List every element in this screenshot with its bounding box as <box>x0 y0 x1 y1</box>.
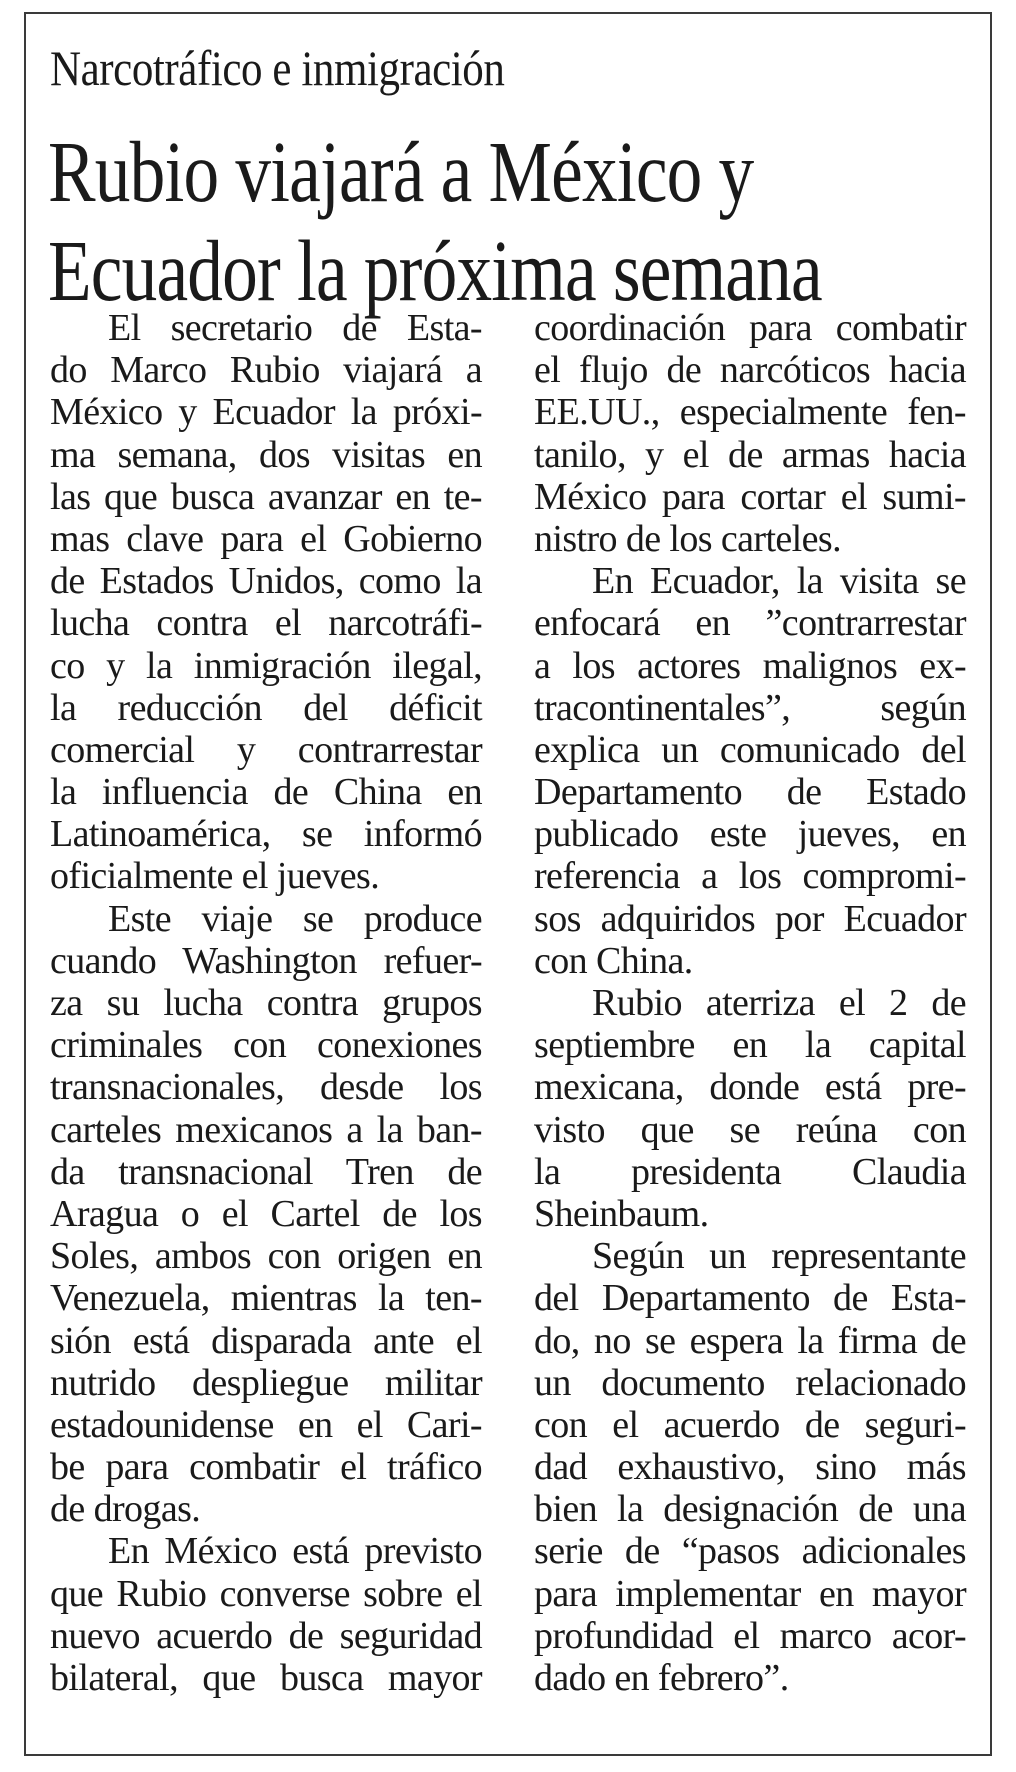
text-line: do, no se espera la firma de <box>534 1319 966 1362</box>
text-line: la influencia de China en <box>50 771 482 814</box>
text-line: de drogas. <box>50 1488 201 1531</box>
text-line: coordinación para combatir <box>534 307 966 349</box>
text-line: carteles mexicanos a la ban- <box>50 1108 482 1151</box>
headline-line: Rubio viajará a México y <box>48 123 754 220</box>
text-line: El secretario de Esta- <box>108 307 482 349</box>
text-line: co y la inmigración ilegal, <box>50 644 482 687</box>
text-line: bilateral, que busca mayor <box>50 1657 482 1699</box>
text-line: Venezuela, mientras la ten- <box>50 1277 482 1320</box>
article-body <box>50 307 970 1737</box>
article-headline <box>48 122 901 320</box>
text-line: En Ecuador, la visita se <box>592 560 966 603</box>
article-column-left <box>50 307 482 1699</box>
article-paragraph <box>534 307 966 560</box>
text-line: Aragua o el Cartel de los <box>50 1192 482 1235</box>
text-line: la reducción del déficit <box>50 686 482 729</box>
text-line: mexicana, donde está pre- <box>534 1066 966 1109</box>
headline-line: Ecuador la próxima semana <box>48 222 822 319</box>
article-kicker: Narcotráfico e inmigración <box>50 40 505 96</box>
text-line: za su lucha contra grupos <box>50 982 482 1024</box>
text-line: sos adquiridos por Ecuador <box>534 897 966 940</box>
text-line: bien la designación de una <box>534 1488 966 1531</box>
article-paragraph <box>534 560 966 982</box>
text-line: México y Ecuador la próxi- <box>50 391 482 434</box>
article-paragraph <box>534 1235 966 1699</box>
text-line: profundidad el marco acor- <box>534 1614 966 1657</box>
article-column-right <box>534 307 966 1699</box>
text-line: transnacionales, desde los <box>50 1066 482 1109</box>
text-line: nuevo acuerdo de seguridad <box>50 1614 482 1657</box>
article-paragraph <box>50 1530 482 1699</box>
text-line: Este viaje se produce <box>108 897 482 940</box>
text-line: enfocará en ”contrarrestar <box>534 602 966 645</box>
text-line: tanilo, y el de armas hacia <box>534 433 966 476</box>
text-line: cuando Washington refuer- <box>50 939 482 982</box>
text-line: explica un comunicado del <box>534 728 966 771</box>
text-line: con el acuerdo de seguri- <box>534 1403 966 1446</box>
text-line: visto que se reúna con <box>534 1108 966 1151</box>
text-line: septiembre en la capital <box>534 1024 966 1067</box>
text-line: be para combatir el tráfico <box>50 1446 482 1489</box>
text-line: Sheinbaum. <box>534 1192 709 1235</box>
text-line: tracontinentales”, según <box>534 686 966 729</box>
text-line: En México está previsto <box>108 1530 482 1573</box>
text-line: serie de “pasos adicionales <box>534 1530 966 1573</box>
text-line: lucha contra el narcotráfi- <box>50 602 482 645</box>
text-line: ma semana, dos visitas en <box>50 433 482 476</box>
text-line: Departamento de Estado <box>534 771 966 814</box>
article-paragraph <box>50 307 482 898</box>
text-line: un documento relacionado <box>534 1361 966 1404</box>
text-line: México para cortar el sumi- <box>534 475 966 518</box>
text-line: las que busca avanzar en te- <box>50 475 482 518</box>
text-line: nutrido despliegue militar <box>50 1361 482 1404</box>
text-line: nistro de los carteles. <box>534 517 841 560</box>
text-line: que Rubio converse sobre el <box>50 1572 482 1615</box>
text-line: dad exhaustivo, sino más <box>534 1446 966 1489</box>
text-line: Soles, ambos con origen en <box>50 1235 482 1278</box>
text-line: Según un representante <box>592 1235 966 1278</box>
text-line: oficialmente el jueves. <box>50 855 380 898</box>
article-paragraph <box>534 982 966 1235</box>
text-line: a los actores malignos ex- <box>534 644 966 687</box>
text-line: estadounidense en el Cari- <box>50 1403 482 1446</box>
text-line: para implementar en mayor <box>534 1572 966 1615</box>
text-line: do Marco Rubio viajará a <box>50 349 482 392</box>
text-line: Rubio aterriza el 2 de <box>592 982 966 1024</box>
text-line: referencia a los compromi- <box>534 855 966 898</box>
text-line: publicado este jueves, en <box>534 813 966 856</box>
text-line: Latinoamérica, se informó <box>50 813 482 856</box>
text-line: con China. <box>534 939 693 982</box>
text-line: del Departamento de Esta- <box>534 1277 966 1320</box>
article-paragraph <box>50 898 482 1531</box>
text-line: dado en febrero”. <box>534 1657 789 1699</box>
text-line: sión está disparada ante el <box>50 1319 482 1362</box>
text-line: da transnacional Tren de <box>50 1150 482 1193</box>
text-line: comercial y contrarrestar <box>50 728 482 771</box>
text-line: criminales con conexiones <box>50 1024 482 1067</box>
text-line: EE.UU., especialmente fen- <box>534 391 966 434</box>
text-line: mas clave para el Gobierno <box>50 517 482 560</box>
text-line: la presidenta Claudia <box>534 1150 966 1193</box>
text-line: de Estados Unidos, como la <box>50 560 482 603</box>
text-line: el flujo de narcóticos hacia <box>534 349 966 392</box>
